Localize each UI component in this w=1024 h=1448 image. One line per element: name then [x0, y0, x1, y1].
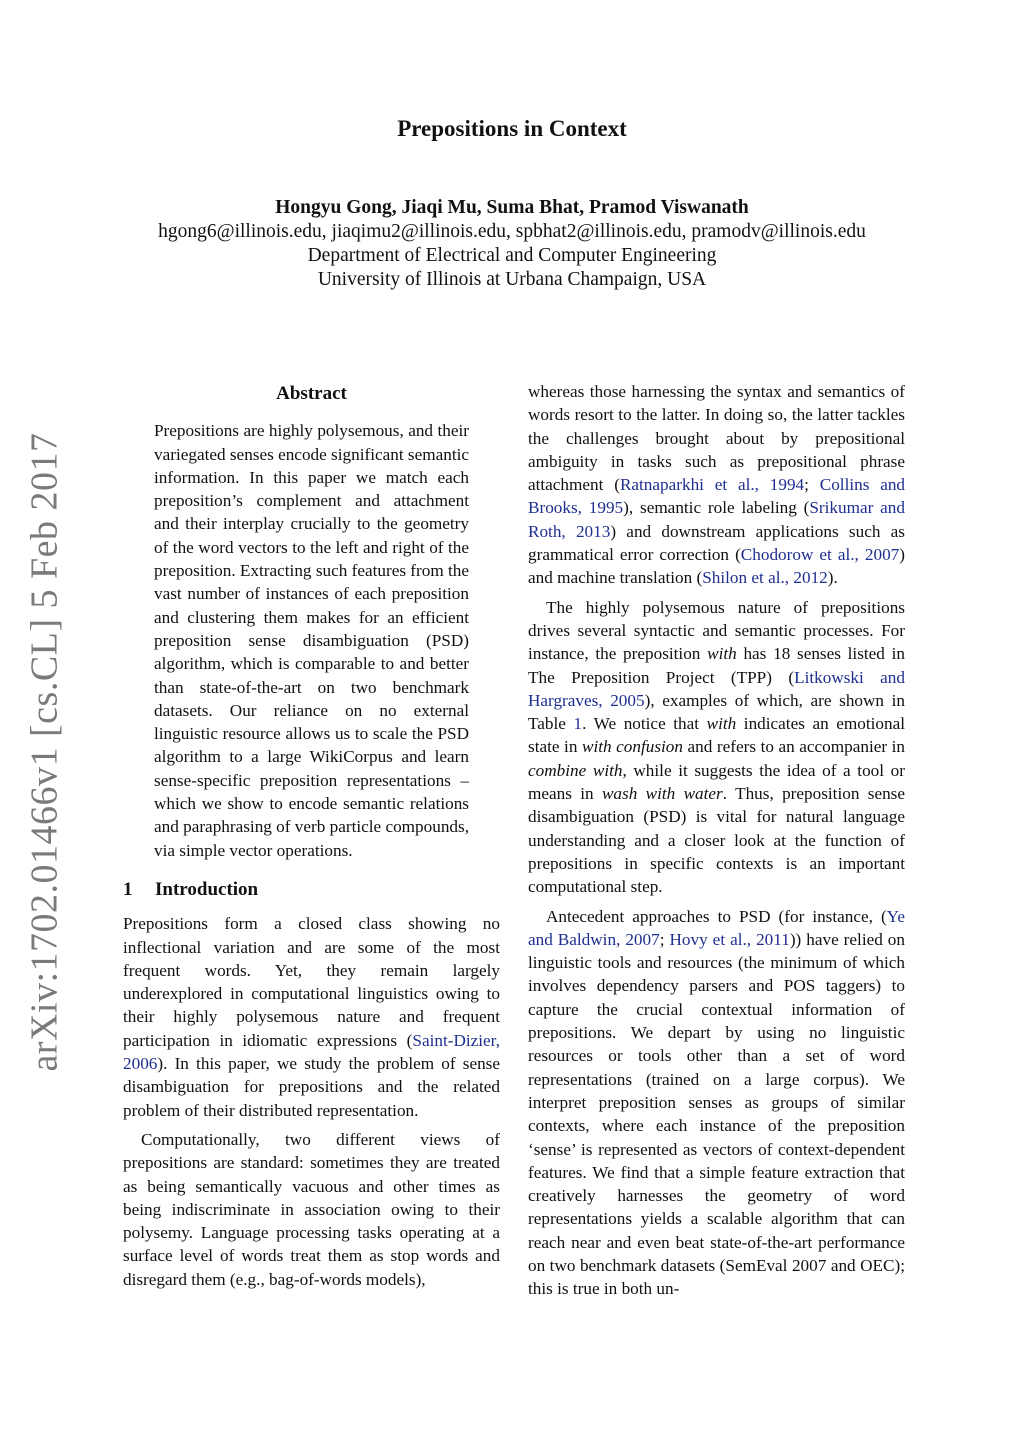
section-number: 1	[123, 878, 133, 900]
citation-link[interactable]: Hovy et al., 2011	[669, 929, 790, 949]
text-run: ), semantic role labeling (	[623, 498, 810, 518]
text-run: )) have relied on linguistic tools and resources (the minimum of which involves dependency parsers and POS taggers) to capture the crucial contextual information of prepositions. We depart by using no linguistic resources or tools other than a set of word representations (trained on a large corpus). We interpret preposition senses as groups of similar contexts, where each instance of the preposition ‘sense’ is represented as vectors of context-dependent features. We find that a simple feature extraction that creatively harnesses the geometry of word representations yields a scalable algorithm that can reach near and even beat state-of-the-art performance on two benchmark datasets (SemEval 2007 and OEC); this is true in both un-	[528, 929, 905, 1299]
arxiv-id: arXiv:1702.01466v1 [cs.CL] 5 Feb 2017	[24, 432, 67, 1072]
author-block	[0, 196, 1024, 292]
abstract-text: Prepositions are highly polysemous, and their variegated senses encode significant semantic information. In this paper we match each preposition’s complement and attachment and their interplay crucially to the geometry of the word vectors to the left and right of the preposition. Extracting such features from the vast number of instances of each preposition and clustering them makes for an efficient preposition sense disambiguation (PSD) algorithm, which is comparable to and better than state-of-the-art on two benchmark datasets. Our reliance on no external linguistic resource allows us to scale the PSD algorithm to a large WikiCorpus and learn sense-specific preposition representations – which we show to encode semantic relations and paraphrasing of verb particle compounds, via simple vector operations.	[154, 421, 470, 860]
citation-link[interactable]: Collins and Brooks, 1995	[528, 475, 906, 518]
text-run: ).	[827, 568, 838, 588]
italic-word: with	[706, 714, 737, 734]
abstract-heading: Abstract	[276, 383, 347, 404]
text-run: indicates an emotional state in	[528, 714, 905, 757]
author-department: Department of Electrical and Computer Engineering	[307, 245, 717, 266]
text-run: Prepositions form a closed class showing no inflectional variation and are some of the most frequent words. Yet, they remain largely underexplored in computational linguistics owing to their highly polysemous nature and frequent participation in idiomatic expressions (	[123, 914, 500, 1050]
intro-paragraph-2: Computationally, two different views of prepositions are standard: sometimes they are treated as being semantically vacuous and other times as being indiscriminate in association owing to their polysemy. Language processing tasks operating at a surface level of words treat them as stop words and disregard them (e.g., bag-of-words models),	[123, 1129, 500, 1289]
text-run: whereas those harnessing the syntax and semantics of words resort to the latter. In doing so, the latter tackles the challenges brought about by prepositional ambiguity in tasks such as prepositional phrase attachment (	[528, 382, 905, 495]
citation-link[interactable]: Shilon et al., 2012	[702, 568, 828, 588]
author-names: Hongyu Gong, Jiaqi Mu, Suma Bhat, Pramod Viswanath	[275, 197, 749, 218]
arxiv-stamp	[18, 432, 72, 1072]
paper-title: Prepositions in Context	[397, 116, 627, 141]
italic-word: wash with water	[601, 784, 723, 804]
text-run: has 18 senses listed in The Preposition Project (TPP) (	[528, 644, 905, 687]
citation-link[interactable]: Saint-Dizier, 2006	[123, 1030, 500, 1074]
intro-paragraph-1	[123, 912, 500, 1122]
text-run: , while it suggests the idea of a tool or means in	[528, 760, 905, 804]
italic-word: with confusion	[581, 737, 683, 757]
text-run: ), examples of which, are shown in Table	[528, 690, 905, 734]
text-run: ;	[659, 929, 670, 949]
right-column	[528, 380, 905, 1301]
abstract-body	[154, 419, 469, 862]
text-run: ;	[804, 475, 820, 495]
right-paragraph-3	[528, 905, 905, 1301]
text-run: and refers to an accompanier in	[682, 737, 905, 757]
italic-word: with	[707, 644, 737, 664]
table-reference-link[interactable]: 1	[573, 714, 583, 734]
citation-link[interactable]: Litkowski and Hargraves, 2005	[528, 667, 905, 710]
citation-link[interactable]: Chodorow et al., 2007	[740, 545, 900, 565]
author-university: University of Illinois at Urbana Champaign, USA	[317, 269, 707, 290]
citation-link[interactable]: Srikumar and Roth, 2013	[528, 498, 905, 541]
text-run: Antecedent approaches to PSD (for instance, (	[546, 906, 887, 926]
author-emails: hgong6@illinois.edu, jiaqimu2@illinois.edu, spbhat2@illinois.edu, pramodv@illinois.edu	[158, 221, 866, 242]
text-run: ). In this paper, we study the problem of sense disambiguation for prepositions and the related problem of their distributed representation.	[123, 1054, 500, 1120]
text-run: . We notice that	[582, 714, 707, 734]
right-paragraph-2	[528, 596, 905, 899]
right-paragraph-1	[528, 380, 905, 590]
section-heading-introduction	[123, 878, 500, 901]
text-run: ) and machine translation (	[528, 545, 905, 588]
left-column	[123, 380, 500, 1291]
citation-link[interactable]: Ye and Baldwin, 2007	[528, 906, 905, 949]
citation-link[interactable]: Ratnaparkhi et al., 1994	[619, 475, 805, 495]
section-title: Introduction	[155, 878, 259, 900]
text-run: ) and downstream applications such as grammatical error correction (	[528, 521, 905, 565]
text-run: . Thus, preposition sense disambiguation (PSD) is vital for natural language understanding and a closer look at the function of prepositions in specific contexts is an important computational step.	[528, 784, 905, 897]
text-run: The highly polysemous nature of prepositions drives several syntactic and semantic processes. For instance, the preposition	[528, 597, 905, 664]
italic-word: combine with	[528, 760, 623, 780]
